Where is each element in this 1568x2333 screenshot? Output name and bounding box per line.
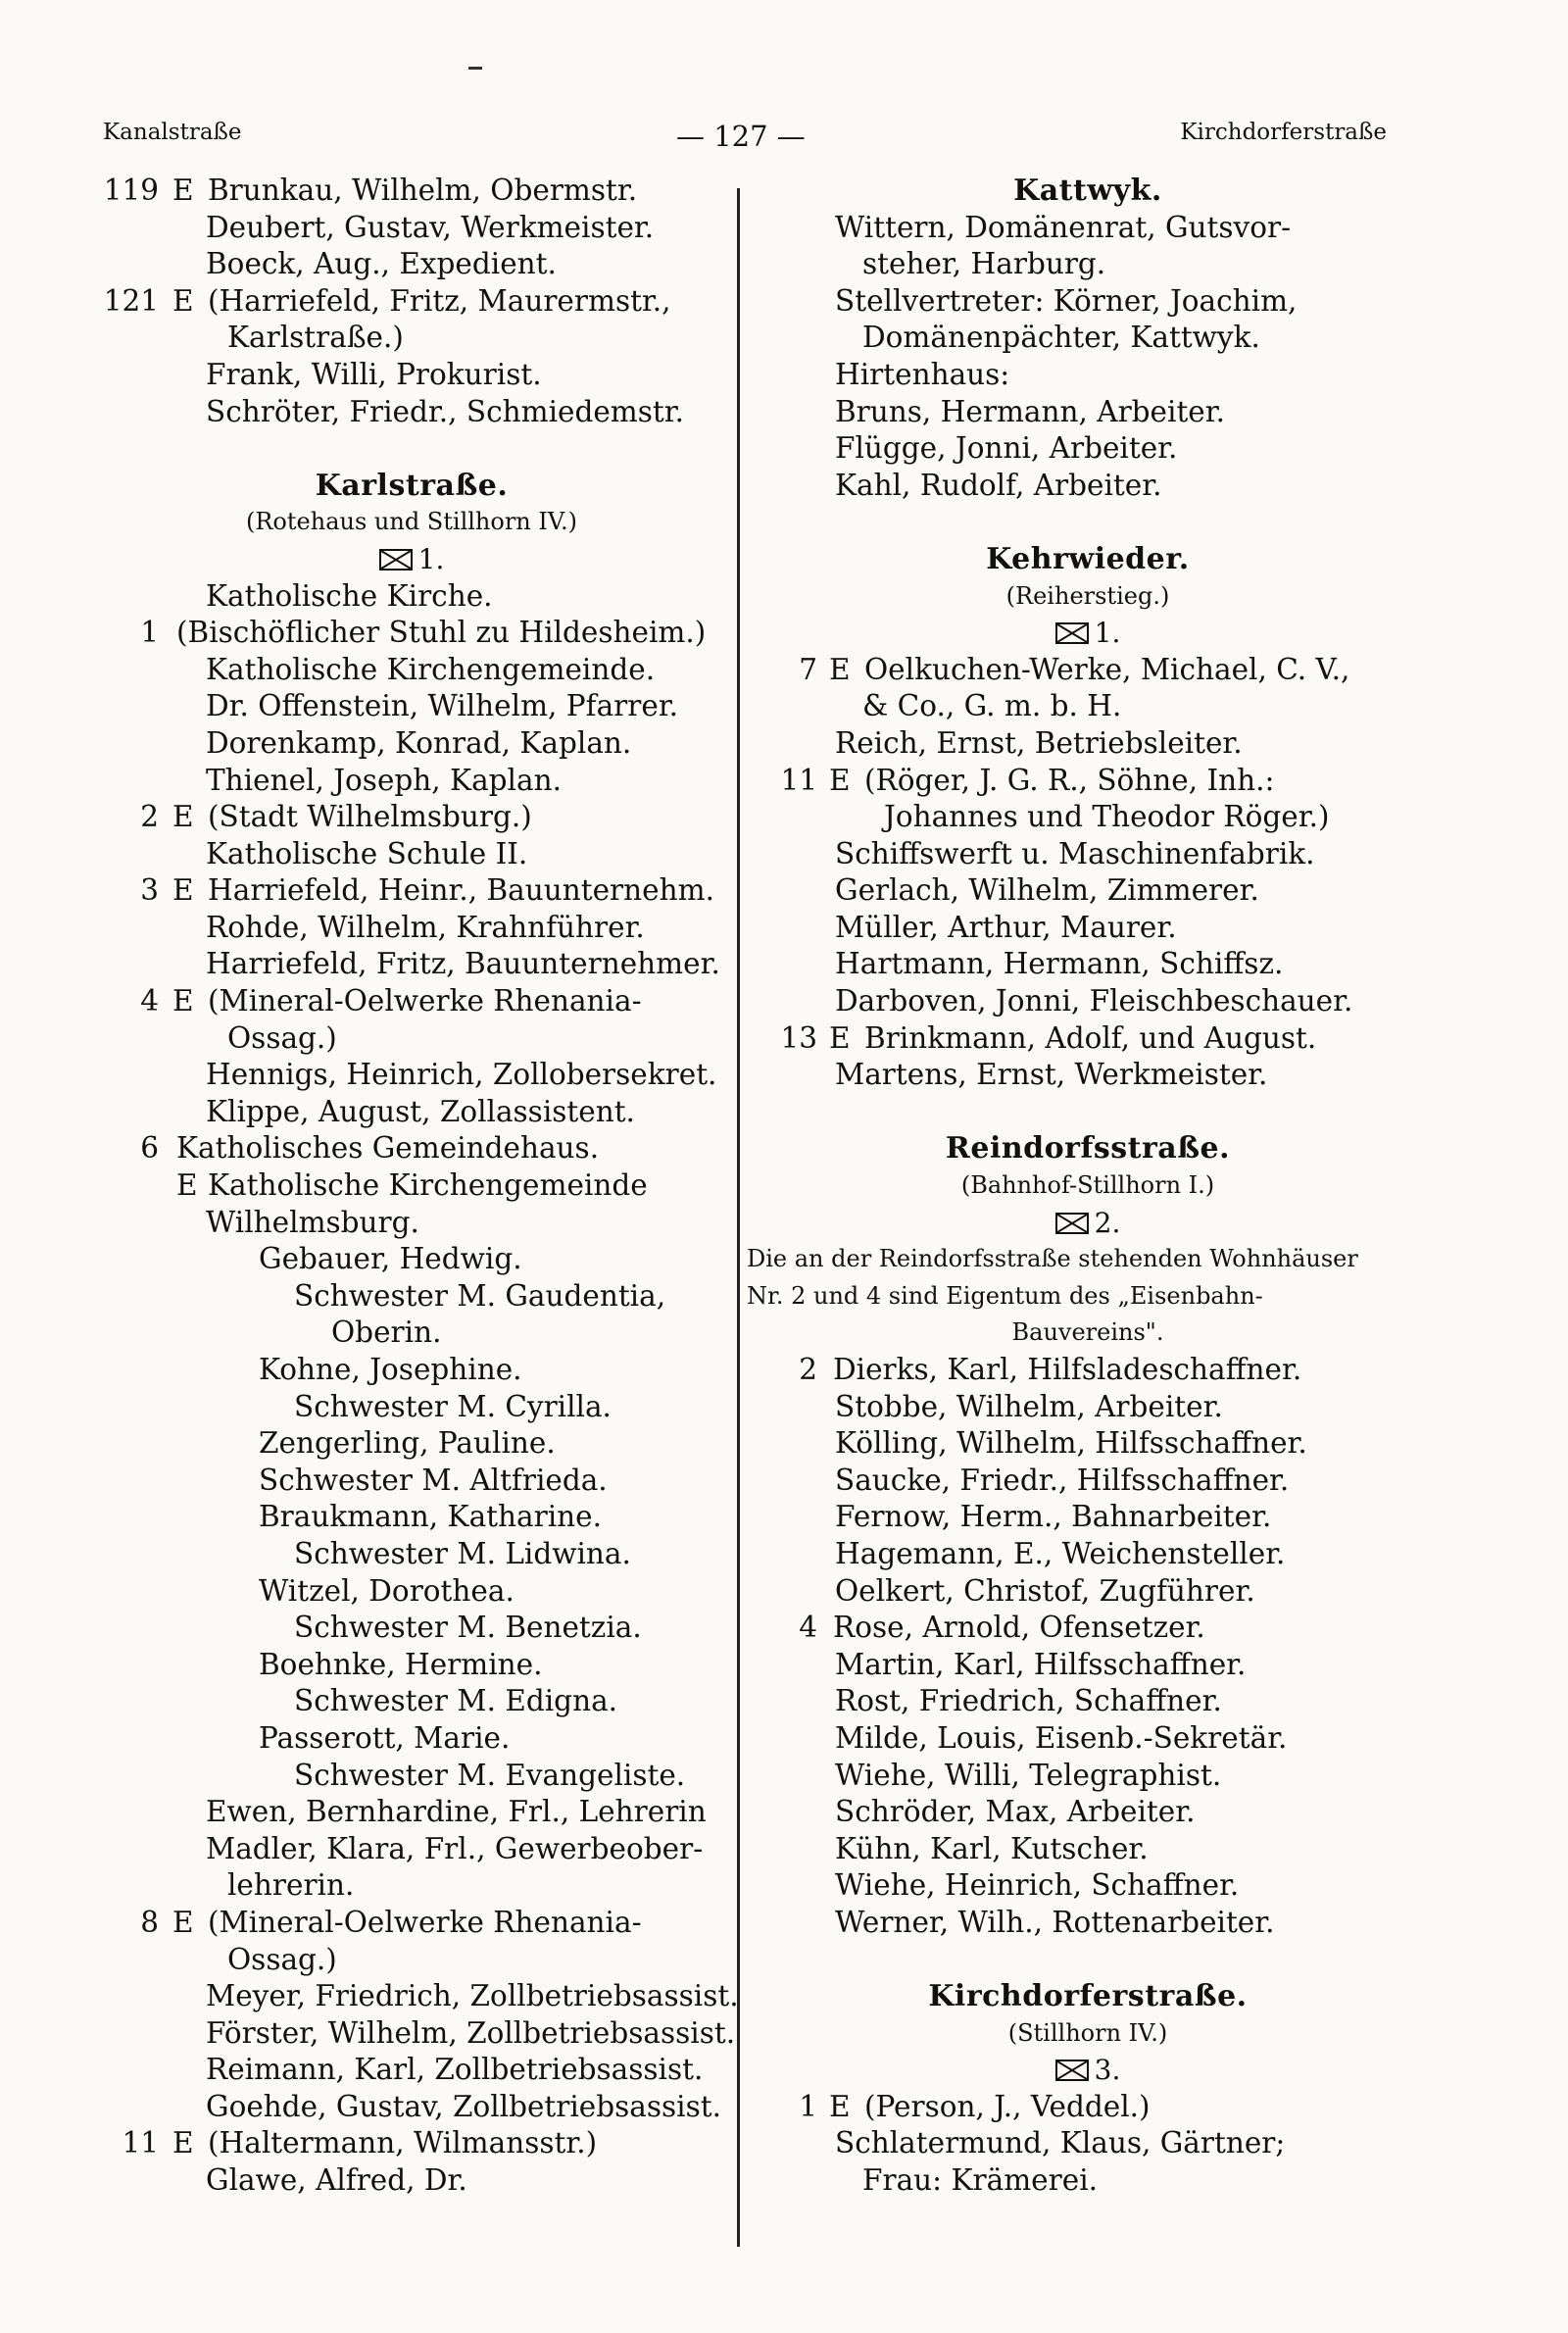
entry-text: Rohde, Wilhelm, Krahnführer. bbox=[206, 910, 645, 944]
entry-text: Wiehe, Willi, Telegraphist. bbox=[835, 1758, 1222, 1792]
directory-entry bbox=[98, 836, 725, 873]
owner-flag: E bbox=[172, 1905, 194, 1939]
entry-text: Reich, Ernst, Betriebsleiter. bbox=[835, 725, 1243, 760]
house-number: 121 bbox=[103, 283, 159, 318]
column-divider bbox=[737, 188, 740, 2247]
entry-text: Harriefeld, Heinr., Bauunternehm. bbox=[208, 873, 714, 908]
postal-district-number: 3. bbox=[1094, 2054, 1121, 2087]
top-mark bbox=[468, 67, 482, 70]
directory-entry bbox=[98, 1683, 725, 1720]
entry-text: Stobbe, Wilhelm, Arbeiter. bbox=[835, 1389, 1223, 1423]
owner-flag: E bbox=[172, 2126, 194, 2160]
directory-entry bbox=[774, 1905, 1401, 1942]
directory-entry bbox=[774, 320, 1401, 357]
header-left: Kanalstraße bbox=[103, 120, 242, 145]
directory-entry bbox=[774, 1463, 1401, 1500]
entry-text: Klippe, August, Zollassistent. bbox=[206, 1094, 635, 1128]
directory-entry bbox=[98, 763, 725, 800]
directory-entry bbox=[98, 2089, 725, 2126]
section-gap bbox=[774, 1942, 1401, 1979]
entry-text: Ossag.) bbox=[227, 1020, 337, 1055]
house-number: 11 bbox=[122, 2126, 159, 2160]
entry-text: Gebauer, Hedwig. bbox=[259, 1242, 522, 1276]
house-number: 8 bbox=[140, 1905, 159, 1939]
directory-entry bbox=[98, 652, 725, 689]
postal-district-number: 1. bbox=[1094, 617, 1121, 650]
entry-text: Witzel, Dorothea. bbox=[259, 1573, 514, 1608]
entry-text: Meyer, Friedrich, Zollbetriebsassist. bbox=[206, 1979, 739, 2013]
directory-entry bbox=[774, 1831, 1401, 1868]
directory-entry bbox=[98, 1094, 725, 1131]
directory-entry bbox=[98, 1205, 725, 1242]
entry-text: Schlatermund, Klaus, Gärtner; bbox=[835, 2126, 1286, 2160]
directory-entry bbox=[774, 2125, 1401, 2162]
directory-entry bbox=[98, 1978, 739, 2015]
entry-text: Karlstraße.) bbox=[227, 321, 404, 355]
entry-text: Katholische Kirchengemeinde bbox=[208, 1168, 648, 1203]
directory-entry bbox=[98, 2015, 736, 2053]
entry-text: Frank, Willi, Prokurist. bbox=[206, 357, 542, 391]
house-number: 1 bbox=[799, 2089, 817, 2123]
entry-text: Goehde, Gustav, Zollbetriebsassist. bbox=[206, 2089, 721, 2123]
entry-text: (Bischöflicher Stuhl zu Hildesheim.) bbox=[176, 616, 707, 650]
directory-entry bbox=[774, 652, 1401, 689]
entry-text: Kühn, Karl, Kutscher. bbox=[835, 1831, 1149, 1865]
directory-entry bbox=[98, 283, 725, 321]
entry-text: Kohne, Josephine. bbox=[259, 1353, 522, 1386]
envelope-icon bbox=[1055, 1213, 1089, 1234]
entry-text: lehrerin. bbox=[227, 1868, 355, 1903]
directory-entry bbox=[774, 799, 1401, 836]
directory-entry bbox=[774, 1020, 1401, 1058]
entry-text: Schwester M. Gaudentia, bbox=[294, 1278, 666, 1313]
directory-entry bbox=[774, 1758, 1401, 1795]
directory-entry bbox=[98, 1610, 725, 1647]
directory-entry bbox=[98, 1720, 725, 1758]
directory-entry bbox=[98, 1573, 725, 1611]
directory-entry bbox=[774, 1573, 1401, 1611]
directory-entry bbox=[98, 1352, 725, 1389]
directory-entry bbox=[774, 1536, 1401, 1573]
directory-entry bbox=[98, 1130, 725, 1167]
entry-text: Wittern, Domänenrat, Gutsvor- bbox=[835, 210, 1292, 244]
entry-text: Schwester M. Evangeliste. bbox=[294, 1758, 686, 1792]
entry-text: & Co., G. m. b. H. bbox=[862, 689, 1122, 723]
header-right: Kirchdorferstraße bbox=[1180, 120, 1387, 145]
entry-text: Brunkau, Wilhelm, Obermstr. bbox=[208, 174, 638, 207]
directory-entry bbox=[774, 1057, 1401, 1094]
entry-text: Rose, Arnold, Ofensetzer. bbox=[833, 1611, 1205, 1645]
directory-entry bbox=[98, 210, 725, 247]
directory-entry bbox=[98, 1831, 725, 1868]
entry-text: (Harriefeld, Fritz, Maurermstr., bbox=[208, 283, 671, 318]
directory-entry bbox=[98, 1942, 725, 1979]
entry-text: Martens, Ernst, Werkmeister. bbox=[835, 1058, 1268, 1092]
house-number: 3 bbox=[140, 873, 159, 908]
directory-entry bbox=[774, 1389, 1401, 1426]
directory-entry bbox=[98, 1425, 725, 1463]
directory-entry bbox=[774, 946, 1401, 983]
street-district: (Reiherstieg.) bbox=[1005, 581, 1170, 610]
entry-text: Müller, Arthur, Maurer. bbox=[835, 910, 1177, 944]
entry-text: Johannes und Theodor Röger.) bbox=[884, 800, 1330, 834]
street-title: Kehrwieder. bbox=[986, 541, 1190, 576]
house-number: 13 bbox=[780, 1020, 817, 1055]
entry-text: Ossag.) bbox=[227, 1942, 337, 1976]
entry-text: Reimann, Karl, Zollbetriebsassist. bbox=[206, 2053, 704, 2087]
entry-text: (Röger, J. G. R., Söhne, Inh.: bbox=[864, 763, 1275, 797]
entry-text: Saucke, Friedr., Hilfsschaffner. bbox=[835, 1463, 1290, 1497]
directory-entry bbox=[98, 1499, 725, 1536]
directory-entry bbox=[98, 357, 725, 394]
entry-text: Deubert, Gustav, Werkmeister. bbox=[206, 210, 655, 244]
house-number: 1 bbox=[140, 616, 159, 650]
directory-entry bbox=[98, 1758, 725, 1795]
entry-text: Ewen, Bernhardine, Frl., Lehrerin bbox=[206, 1795, 707, 1829]
street-title: Karlstraße. bbox=[315, 468, 509, 503]
entry-text: Dorenkamp, Konrad, Kaplan. bbox=[206, 725, 632, 760]
directory-entry bbox=[98, 725, 725, 763]
directory-entry bbox=[774, 1425, 1401, 1463]
left-column bbox=[98, 173, 739, 2200]
street-district: (Stillhorn IV.) bbox=[1007, 2018, 1168, 2047]
directory-entry bbox=[98, 983, 725, 1020]
page-number: — 127 — bbox=[676, 120, 806, 153]
directory-entry bbox=[98, 688, 725, 725]
directory-entry bbox=[98, 872, 725, 910]
directory-entry bbox=[774, 1647, 1401, 1684]
street-note: Bauvereins". bbox=[1011, 1318, 1164, 1347]
owner-flag: E bbox=[172, 984, 194, 1018]
entry-text: Wilhelmsburg. bbox=[206, 1205, 419, 1239]
owner-flag: E bbox=[172, 873, 194, 908]
house-number: 4 bbox=[799, 1611, 817, 1645]
entry-text: Thienel, Joseph, Kaplan. bbox=[206, 763, 562, 797]
directory-entry bbox=[98, 578, 725, 616]
entry-text: Wiehe, Heinrich, Schaffner. bbox=[835, 1868, 1240, 1903]
directory-entry bbox=[774, 1867, 1401, 1905]
entry-text: Gerlach, Wilhelm, Zimmerer. bbox=[835, 873, 1259, 908]
directory-entry bbox=[98, 1278, 725, 1315]
directory-entry bbox=[774, 283, 1401, 321]
street-note: Die an der Reindorfsstraße stehenden Wohnhäuser bbox=[747, 1245, 1358, 1273]
directory-entry bbox=[774, 394, 1401, 431]
postal-district bbox=[774, 1205, 1401, 1242]
entry-text: (Stadt Wilhelmsburg.) bbox=[208, 800, 532, 834]
entry-text: Brinkmann, Adolf, und August. bbox=[864, 1020, 1317, 1055]
section-gap bbox=[774, 504, 1401, 541]
entry-text: Boehnke, Hermine. bbox=[259, 1647, 543, 1681]
entry-text: Hagemann, E., Weichensteller. bbox=[835, 1536, 1286, 1570]
directory-entry bbox=[98, 946, 725, 983]
street-title: Kattwyk. bbox=[1013, 174, 1162, 208]
directory-entry bbox=[98, 1020, 725, 1058]
entry-text: Schröder, Max, Arbeiter. bbox=[835, 1795, 1196, 1829]
owner-flag: E bbox=[829, 2089, 851, 2123]
entry-text: Braukmann, Katharine. bbox=[259, 1500, 602, 1534]
page-header bbox=[0, 120, 1568, 159]
entry-text: Schwester M. Benetzia. bbox=[294, 1611, 642, 1645]
street-title: Reindorfsstraße. bbox=[945, 1131, 1231, 1166]
house-number: 2 bbox=[140, 800, 159, 834]
street-note: Nr. 2 und 4 sind Eigentum des „Eisenbahn- bbox=[747, 1281, 1263, 1310]
directory-entry bbox=[774, 836, 1401, 873]
entry-text: Schwester M. Edigna. bbox=[294, 1684, 618, 1718]
directory-entry bbox=[98, 1241, 725, 1278]
house-number: 6 bbox=[140, 1131, 159, 1166]
directory-entry bbox=[98, 1647, 725, 1684]
directory-entry bbox=[774, 1499, 1401, 1536]
entry-text: Flügge, Jonni, Arbeiter. bbox=[835, 431, 1178, 466]
owner-flag: E bbox=[172, 174, 194, 207]
directory-entry bbox=[98, 394, 725, 431]
entry-text: Boeck, Aug., Expedient. bbox=[206, 247, 557, 281]
entry-text: Katholische Kirche. bbox=[206, 578, 493, 613]
directory-entry bbox=[98, 2125, 725, 2162]
directory-entry bbox=[774, 1610, 1401, 1647]
entry-text: Stellvertreter: Körner, Joachim, bbox=[835, 283, 1298, 318]
postal-district bbox=[774, 2052, 1401, 2089]
directory-entry bbox=[774, 688, 1401, 725]
entry-text: Hennigs, Heinrich, Zollobersekret. bbox=[206, 1058, 717, 1092]
entry-text: Schwester M. Altfrieda. bbox=[259, 1463, 608, 1497]
entry-text: (Haltermann, Wilmansstr.) bbox=[208, 2126, 598, 2160]
entry-text: Passerott, Marie. bbox=[259, 1720, 511, 1755]
postal-district-number: 1. bbox=[417, 542, 445, 575]
directory-entry bbox=[774, 357, 1401, 394]
entry-text: Harriefeld, Fritz, Bauunternehmer. bbox=[206, 947, 720, 981]
postal-district bbox=[774, 615, 1401, 652]
entry-text: Schiffswerft u. Maschinenfabrik. bbox=[835, 836, 1315, 870]
owner-flag: E bbox=[829, 652, 851, 686]
owner-flag: E bbox=[172, 800, 194, 834]
entry-text: Oelkert, Christof, Zugführer. bbox=[835, 1573, 1255, 1608]
directory-entry bbox=[98, 246, 725, 283]
entry-text: Schwester M. Lidwina. bbox=[294, 1536, 631, 1570]
entry-text: Werner, Wilh., Rottenarbeiter. bbox=[835, 1905, 1275, 1939]
directory-entry bbox=[774, 910, 1401, 947]
envelope-icon bbox=[379, 549, 413, 571]
directory-entry bbox=[774, 1794, 1401, 1831]
entry-text: Zengerling, Pauline. bbox=[259, 1426, 556, 1461]
entry-text: Glawe, Alfred, Dr. bbox=[206, 2163, 467, 2198]
directory-entry bbox=[774, 1683, 1401, 1720]
directory-entry bbox=[774, 1352, 1401, 1389]
directory-entry bbox=[774, 2162, 1401, 2200]
directory-entry bbox=[774, 983, 1401, 1020]
directory-entry bbox=[98, 799, 725, 836]
directory-entry bbox=[98, 320, 725, 357]
entry-text: Schröter, Friedr., Schmiedemstr. bbox=[206, 394, 685, 428]
section-gap bbox=[774, 1094, 1401, 1131]
owner-flag: E bbox=[176, 1168, 198, 1203]
entry-text: Martin, Karl, Hilfsschaffner. bbox=[835, 1647, 1247, 1681]
entry-text: Katholische Schule II. bbox=[206, 836, 528, 870]
directory-entry bbox=[774, 468, 1401, 505]
directory-entry bbox=[98, 1057, 725, 1094]
directory-entry bbox=[98, 615, 725, 652]
directory-entry bbox=[98, 1167, 725, 1205]
entry-text: Schwester M. Cyrilla. bbox=[294, 1389, 612, 1423]
directory-entry bbox=[774, 1720, 1401, 1758]
directory-entry bbox=[774, 2089, 1401, 2126]
street-title: Kirchdorferstraße. bbox=[928, 1979, 1248, 2014]
directory-entry bbox=[98, 2052, 725, 2089]
directory-entry bbox=[774, 872, 1401, 910]
directory-entry bbox=[98, 1536, 725, 1573]
directory-entry bbox=[98, 2162, 725, 2200]
house-number: 2 bbox=[799, 1353, 817, 1386]
entry-text: Rost, Friedrich, Schaffner. bbox=[835, 1684, 1222, 1718]
postal-district bbox=[98, 541, 725, 578]
house-number: 4 bbox=[140, 984, 159, 1018]
directory-entry bbox=[774, 763, 1401, 800]
entry-text: Hartmann, Hermann, Schiffsz. bbox=[835, 947, 1284, 981]
directory-entry bbox=[98, 173, 725, 210]
section-gap bbox=[98, 430, 725, 468]
entry-text: Katholisches Gemeindehaus. bbox=[176, 1131, 600, 1166]
owner-flag: E bbox=[172, 283, 194, 318]
directory-entry bbox=[98, 910, 725, 947]
house-number: 11 bbox=[780, 763, 817, 797]
directory-entry bbox=[98, 1463, 725, 1500]
entry-text: Förster, Wilhelm, Zollbetriebsassist. bbox=[206, 2015, 736, 2050]
owner-flag: E bbox=[829, 763, 851, 797]
entry-text: Oelkuchen-Werke, Michael, C. V., bbox=[864, 652, 1350, 686]
entry-text: Hirtenhaus: bbox=[835, 357, 1010, 391]
directory-entry bbox=[98, 1389, 725, 1426]
house-number: 7 bbox=[799, 652, 817, 686]
right-column bbox=[747, 173, 1401, 2200]
envelope-icon bbox=[1055, 622, 1089, 644]
postal-district-number: 2. bbox=[1094, 1206, 1121, 1239]
house-number: 119 bbox=[103, 174, 159, 207]
entry-text: Dierks, Karl, Hilfsladeschaffner. bbox=[833, 1353, 1302, 1386]
directory-entry bbox=[98, 1794, 725, 1831]
owner-flag: E bbox=[829, 1020, 851, 1055]
entry-text: Katholische Kirchengemeinde. bbox=[206, 652, 656, 686]
directory-entry bbox=[774, 210, 1401, 247]
entry-text: Milde, Louis, Eisenb.-Sekretär. bbox=[835, 1720, 1288, 1755]
directory-entry bbox=[774, 246, 1401, 283]
entry-text: Frau: Krämerei. bbox=[862, 2163, 1099, 2198]
directory-entry bbox=[774, 725, 1401, 763]
street-district: (Rotehaus und Stillhorn IV.) bbox=[246, 508, 577, 536]
entry-text: steher, Harburg. bbox=[862, 247, 1106, 281]
entry-text: Madler, Klara, Frl., Gewerbeober- bbox=[206, 1831, 704, 1865]
entry-text: Dr. Offenstein, Wilhelm, Pfarrer. bbox=[206, 689, 679, 723]
directory-entry bbox=[98, 1905, 725, 1942]
envelope-icon bbox=[1055, 2060, 1089, 2081]
entry-text: Fernow, Herm., Bahnarbeiter. bbox=[835, 1500, 1272, 1534]
directory-entry bbox=[774, 430, 1401, 468]
entry-text: Bruns, Hermann, Arbeiter. bbox=[835, 394, 1226, 428]
directory-entry bbox=[98, 1315, 725, 1352]
entry-text: (Person, J., Veddel.) bbox=[864, 2089, 1151, 2123]
entry-text: (Mineral-Oelwerke Rhenania- bbox=[208, 1905, 642, 1939]
directory-entry bbox=[98, 1867, 725, 1905]
street-district: (Bahnhof-Stillhorn I.) bbox=[960, 1171, 1215, 1200]
entry-text: Domänenpächter, Kattwyk. bbox=[862, 321, 1260, 355]
entry-text: Kahl, Rudolf, Arbeiter. bbox=[835, 468, 1162, 502]
entry-text: Oberin. bbox=[331, 1315, 442, 1350]
entry-text: (Mineral-Oelwerke Rhenania- bbox=[208, 984, 642, 1018]
entry-text: Kölling, Wilhelm, Hilfsschaffner. bbox=[835, 1426, 1307, 1461]
entry-text: Darboven, Jonni, Fleischbeschauer. bbox=[835, 984, 1353, 1018]
